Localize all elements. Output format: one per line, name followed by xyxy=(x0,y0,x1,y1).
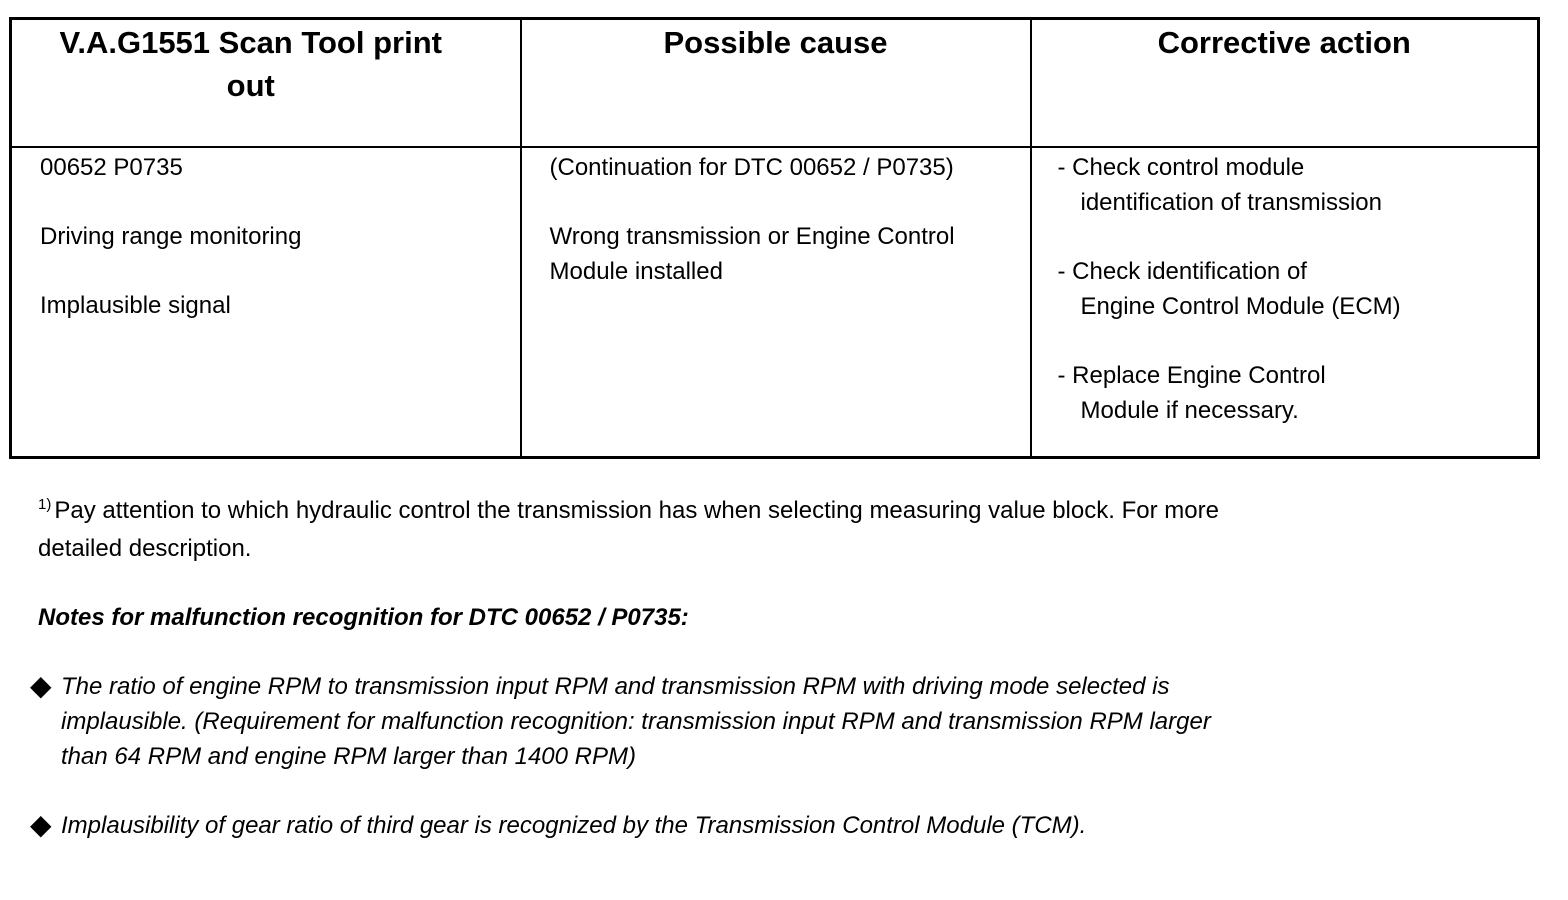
header-scan-tool-print-out: V.A.G1551 Scan Tool print out xyxy=(11,19,521,147)
diamond-bullet-icon: ◆ xyxy=(30,670,52,701)
diagnostic-table xyxy=(9,17,1540,459)
table-header-row xyxy=(11,19,1539,147)
possible-cause-cell xyxy=(521,147,1031,458)
cause-text: Wrong transmission or Engine Control Module installed xyxy=(549,222,955,285)
cause-continuation: (Continuation for DTC 00652 / P0735) xyxy=(549,153,954,181)
print-out-cell xyxy=(11,147,521,458)
dtc-condition: Implausible signal xyxy=(40,291,231,319)
list-item xyxy=(30,808,1258,843)
corrective-action-cell xyxy=(1031,147,1539,458)
notes-title: Notes for malfunction recognition for DTC 00652 / P0735: xyxy=(38,604,689,631)
dtc-code: 00652 P0735 xyxy=(40,153,183,181)
header-corrective-action: Corrective action xyxy=(1031,19,1539,147)
notes-section xyxy=(30,493,1258,843)
footnote-text: Pay attention to which hydraulic control the transmission has when selecting measuring value block. For more detailed description. xyxy=(38,497,1219,562)
dtc-description: Driving range monitoring xyxy=(40,222,302,250)
list-item xyxy=(30,669,1258,774)
footnote xyxy=(38,493,1258,566)
note-text: Implausibility of gear ratio of third gear is recognized by the Transmission Control Module (TCM). xyxy=(61,812,1087,839)
header-possible-cause: Possible cause xyxy=(521,19,1031,147)
action-item: - Check control module identification of transmission xyxy=(1057,153,1382,216)
diamond-bullet-icon: ◆ xyxy=(30,809,52,840)
note-text: The ratio of engine RPM to transmission input RPM and transmission RPM with driving mode selected is implausible. (Requirement for malfunction recognition: transmission input RPM and transmission RPM larger than 64 RPM and engine RPM larger than 1400 RPM) xyxy=(61,673,1211,770)
action-item: - Replace Engine Control Module if necessary. xyxy=(1057,361,1326,424)
action-item: - Check identification of Engine Control Module (ECM) xyxy=(1057,257,1401,320)
footnote-marker: 1) xyxy=(38,496,52,513)
table-row xyxy=(11,147,1539,458)
